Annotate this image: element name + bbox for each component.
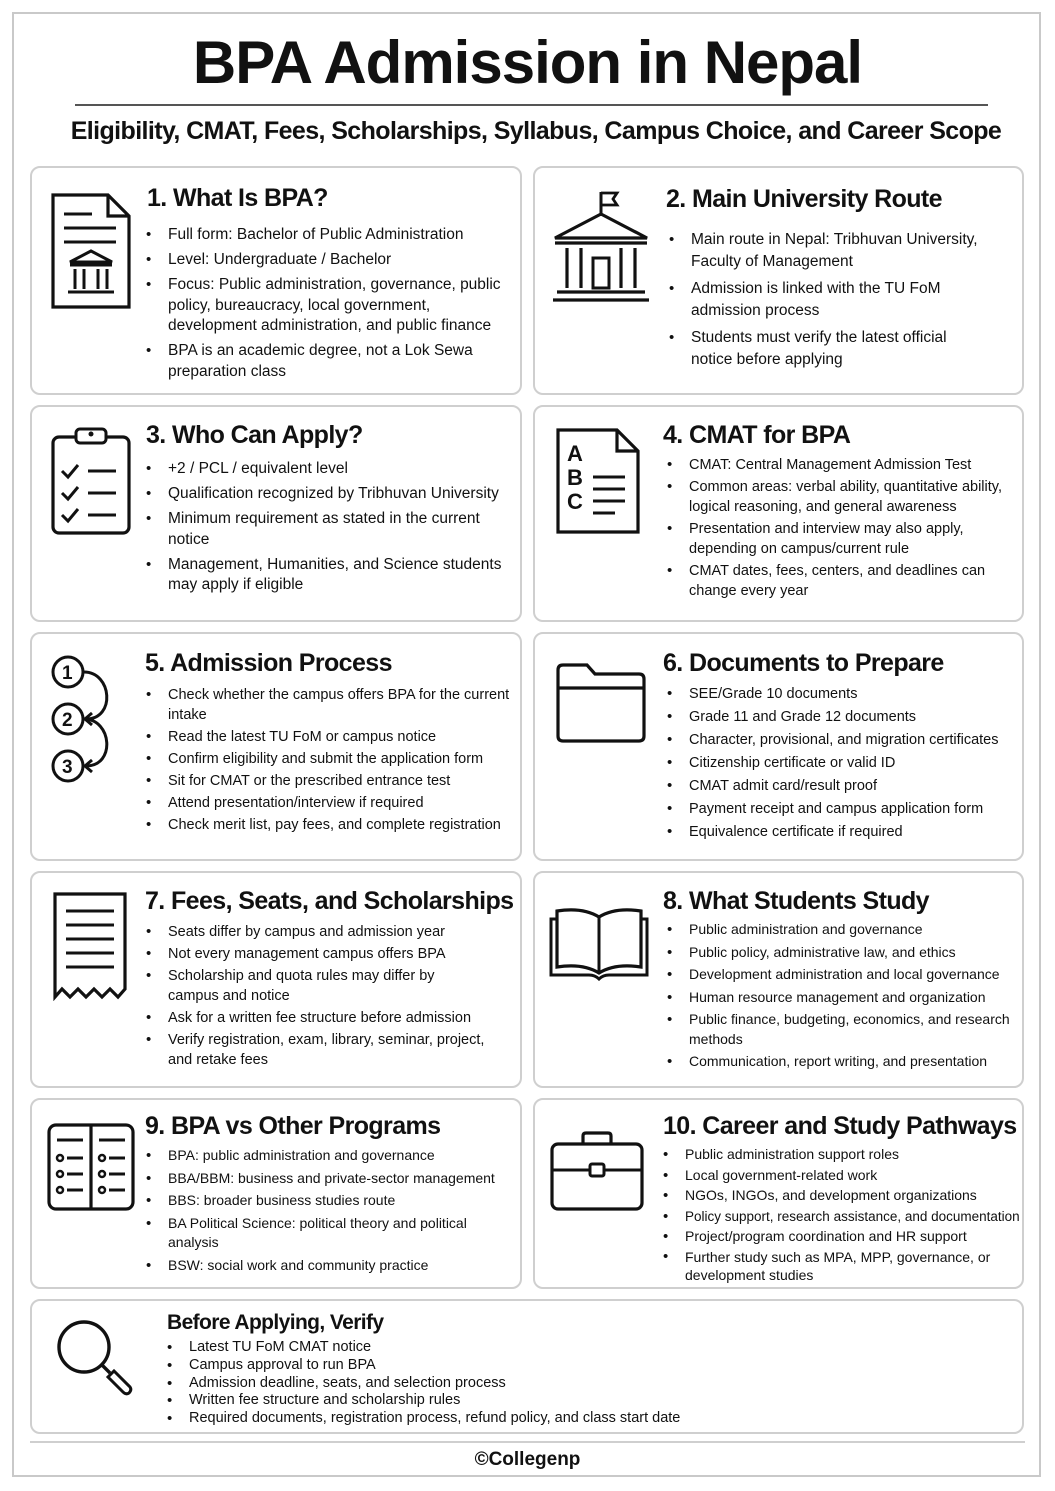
section-heading: Before Applying, Verify [167,1311,384,1334]
list-item: • SEE/Grade 10 documents [667,684,1017,704]
title-divider [75,104,988,106]
section-list [669,229,979,375]
list-item: • Attend presentation/interview if required [146,793,516,813]
card-main-university-route [533,166,1024,395]
list-item: • Equivalence certificate if required [667,822,1017,842]
list-item: • BA Political Science: political theory and political analysis [146,1214,506,1253]
svg-text:A: A [567,441,583,466]
section-heading: 6. Documents to Prepare [663,649,944,677]
section-heading: 5. Admission Process [145,649,392,677]
list-item: • Payment receipt and campus application form [667,799,1017,819]
list-item: • Not every management campus offers BPA [146,944,486,964]
section-list [146,225,506,387]
section-heading: 10. Career and Study Pathways [663,1112,1017,1140]
section-heading: 2. Main University Route [666,185,942,213]
footer-credit: ©Collegenp [474,1449,581,1470]
list-item: • Ask for a written fee structure before admission [146,1008,486,1028]
section-list [663,1145,1023,1285]
receipt-icon [52,891,128,1001]
list-item: • Local government-related work [663,1166,1023,1186]
list-item: • Required documents, registration process, refund policy, and class start date [167,1410,927,1428]
list-item: • Project/program coordination and HR support [663,1227,1023,1247]
svg-text:B: B [567,465,583,490]
section-list [146,922,486,1072]
footer-divider [30,1441,1025,1443]
list-item: • Grade 11 and Grade 12 documents [667,707,1017,727]
numbered-steps-icon [48,652,128,786]
list-item: • Scholarship and quota rules may differ by campus and notice [146,966,486,1006]
card-bpa-vs-other-programs [30,1098,522,1289]
list-item: • BBA/BBM: business and private-sector management [146,1169,506,1189]
section-list [146,1146,506,1276]
card-who-can-apply [30,405,522,622]
list-item: • Read the latest TU FoM or campus notice [146,727,516,747]
card-what-is-bpa [30,166,522,395]
list-item: • Communication, report writing, and presentation [667,1052,1012,1072]
clipboard-checklist-icon [50,425,132,537]
list-item: • BPA is an academic degree, not a Lok Sewa preparation class [146,341,506,382]
list-item: • Management, Humanities, and Science students may apply if eligible [146,555,506,596]
list-item: • Public policy, administrative law, and ethics [667,943,1012,963]
list-item: • Further study such as MPA, MPP, governance, or development studies [663,1248,1023,1284]
list-item: • Sit for CMAT or the prescribed entrance test [146,771,516,791]
list-item: • Citizenship certificate or valid ID [667,753,1017,773]
list-item: • Campus approval to run BPA [167,1357,927,1375]
list-item: • Confirm eligibility and submit the application form [146,749,516,769]
section-heading: 9. BPA vs Other Programs [145,1112,441,1140]
section-heading: 7. Fees, Seats, and Scholarships [145,887,514,915]
list-item: • Presentation and interview may also apply, depending on campus/current rule [667,519,1012,559]
university-building-icon [551,190,651,308]
section-list [667,684,1017,844]
list-item: • NGOs, INGOs, and development organizations [663,1186,1023,1206]
section-list [667,920,1012,1073]
section-list [667,455,1012,603]
list-item: • BSW: social work and community practice [146,1256,506,1276]
briefcase-icon [549,1130,645,1212]
list-item: • Level: Undergraduate / Bachelor [146,250,506,271]
list-item: • Written fee structure and scholarship rules [167,1392,927,1410]
section-list [146,685,516,837]
card-before-applying-verify [30,1299,1024,1434]
list-item: • Policy support, research assistance, and documentation [663,1207,1023,1227]
list-item: • Verify registration, exam, library, seminar, project, and retake fees [146,1030,486,1070]
list-item: • Latest TU FoM CMAT notice [167,1339,927,1357]
list-item: • +2 / PCL / equivalent level [146,459,506,480]
list-item: • Check merit list, pay fees, and complete registration [146,815,516,835]
list-item: • Seats differ by campus and admission year [146,922,486,942]
card-what-students-study [533,871,1024,1088]
list-item: • CMAT admit card/result proof [667,776,1017,796]
card-documents-to-prepare [533,632,1024,861]
list-item: • Development administration and local governance [667,965,1012,985]
card-cmat-for-bpa [533,405,1024,622]
svg-text:1: 1 [62,663,73,684]
comparison-lists-icon [46,1122,136,1212]
svg-text:C: C [567,489,583,514]
list-item: • Main route in Nepal: Tribhuvan University, Faculty of Management [669,229,979,272]
list-item: • Admission deadline, seats, and selection process [167,1375,927,1393]
page-subtitle: Eligibility, CMAT, Fees, Scholarships, Syllabus, Campus Choice, and Career Scope [70,117,1002,145]
list-item: • Public finance, budgeting, economics, and research methods [667,1010,1012,1049]
list-item: • Qualification recognized by Tribhuvan University [146,484,506,505]
list-item: • BPA: public administration and governance [146,1146,506,1166]
card-career-and-study-pathways [533,1098,1024,1289]
abc-test-sheet-icon [555,427,641,535]
list-item: • Admission is linked with the TU FoM admission process [669,278,979,321]
page-title: BPA Admission in Nepal [192,29,863,96]
open-book-icon [549,905,649,981]
document-bank-icon [50,192,132,310]
svg-text:3: 3 [62,757,73,778]
folder-icon [555,662,647,744]
list-item: • Full form: Bachelor of Public Administration [146,225,506,246]
list-item: • CMAT dates, fees, centers, and deadlines can change every year [667,561,1012,601]
list-item: • Public administration and governance [667,920,1012,940]
section-list [167,1339,927,1428]
section-heading: 1. What Is BPA? [147,184,328,212]
magnifying-glass-icon [54,1317,134,1397]
svg-text:2: 2 [62,710,73,731]
card-admission-process [30,632,522,861]
section-list [146,459,506,600]
section-heading: 8. What Students Study [663,887,929,915]
list-item: • Minimum requirement as stated in the current notice [146,509,506,550]
section-heading: 3. Who Can Apply? [146,421,363,449]
list-item: • Human resource management and organization [667,988,1012,1008]
list-item: • Character, provisional, and migration certificates [667,730,1017,750]
card-fees-seats-scholarships [30,871,522,1088]
list-item: • Common areas: verbal ability, quantitative ability, logical reasoning, and general awareness [667,477,1012,517]
list-item: • Students must verify the latest official notice before applying [669,327,979,370]
list-item: • Public administration support roles [663,1145,1023,1165]
list-item: • Check whether the campus offers BPA for the current intake [146,685,516,725]
list-item: • BBS: broader business studies route [146,1191,506,1211]
section-heading: 4. CMAT for BPA [663,421,851,449]
list-item: • Focus: Public administration, governance, public policy, bureaucracy, local government, development administration, and public finance [146,275,506,337]
list-item: • CMAT: Central Management Admission Test [667,455,1012,475]
